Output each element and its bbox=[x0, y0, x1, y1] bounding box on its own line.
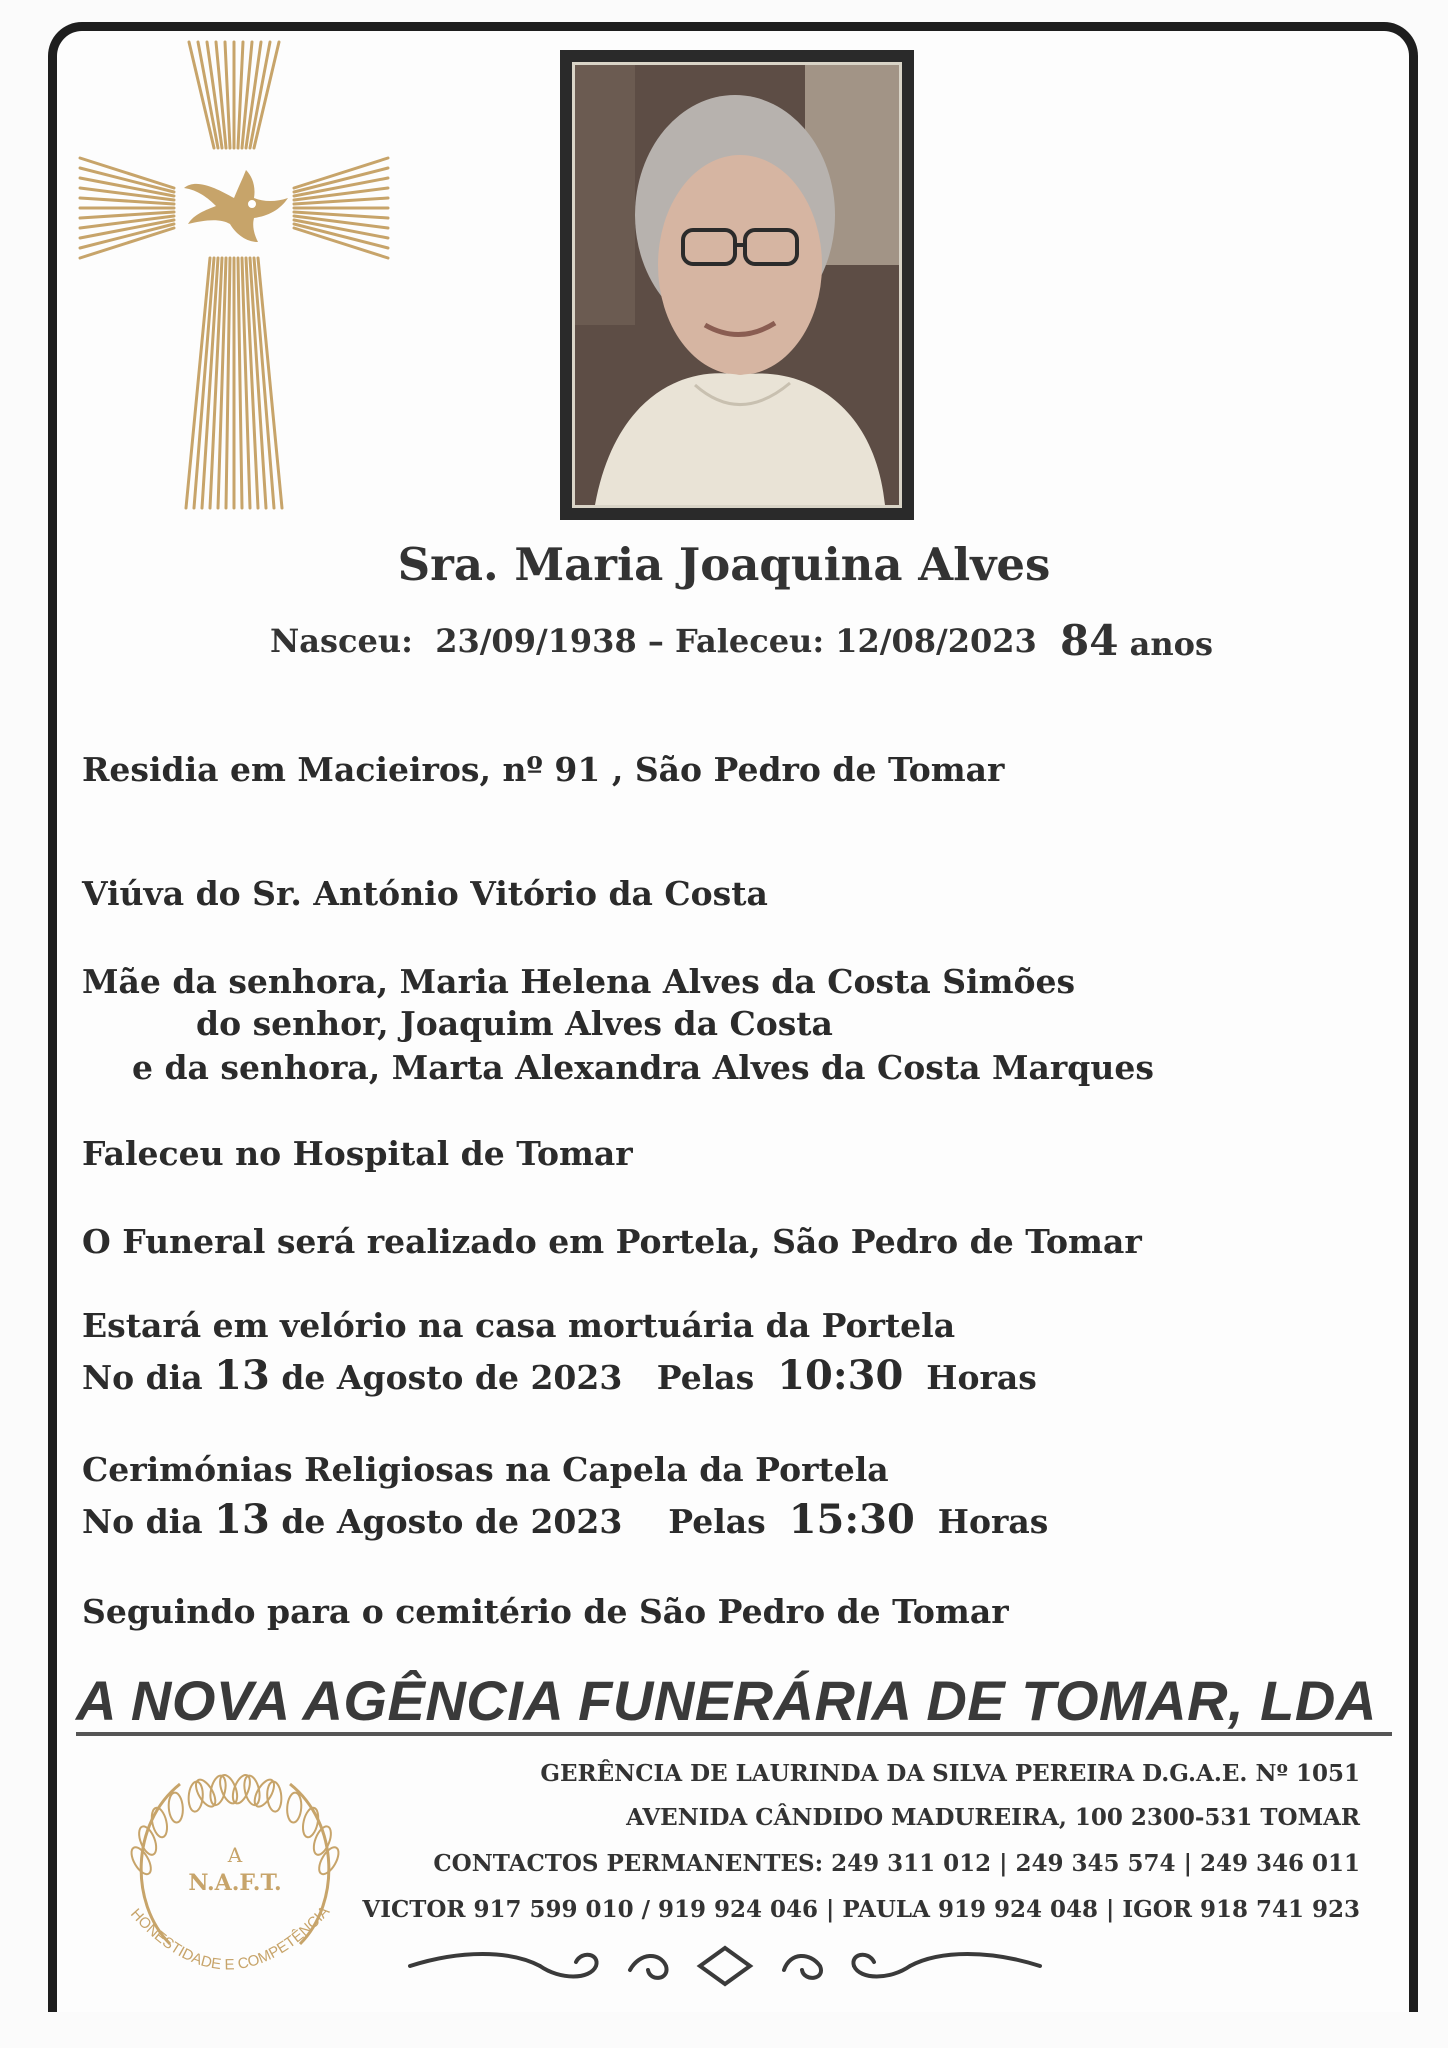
seal-top-letter: A bbox=[227, 1843, 243, 1867]
wake-time: 10:30 bbox=[777, 1352, 904, 1399]
wake-at-label: Pelas bbox=[656, 1358, 755, 1397]
ceremony-month-year: de Agosto de 2023 bbox=[281, 1502, 623, 1541]
naft-seal-logo bbox=[110, 1744, 360, 2004]
portrait-photo bbox=[560, 50, 914, 520]
ceremony-hours-label: Horas bbox=[937, 1502, 1049, 1541]
age-number: 84 bbox=[1060, 616, 1119, 665]
seal-motto: HONESTIDADE E COMPETÊNCIA bbox=[127, 1902, 334, 1974]
agency-management: GERÊNCIA DE LAURINDA DA SILVA PEREIRA D.G.A.E. Nº 1051 bbox=[540, 1760, 1360, 1787]
died-at-text: Faleceu no Hospital de Tomar bbox=[82, 1134, 633, 1173]
cross-with-dove-icon bbox=[76, 38, 392, 518]
age-word: anos bbox=[1129, 625, 1213, 663]
wake-day: 13 bbox=[214, 1352, 270, 1399]
wake-hours-label: Horas bbox=[926, 1358, 1037, 1397]
wake-prefix: No dia bbox=[82, 1358, 203, 1397]
ceremony-time: 15:30 bbox=[788, 1496, 915, 1543]
wake-month-year: de Agosto de 2023 bbox=[281, 1358, 623, 1397]
agency-name: A NOVA AGÊNCIA FUNERÁRIA DE TOMAR, LDA bbox=[76, 1669, 1377, 1732]
seal-initials: N.A.F.T. bbox=[188, 1870, 282, 1896]
ceremony-prefix: No dia bbox=[82, 1502, 203, 1541]
date-separator: – bbox=[647, 622, 664, 660]
agency-staff-phones: VICTOR 917 599 010 / 919 924 046 | PAULA 919 924 048 | IGOR 918 741 923 bbox=[362, 1896, 1360, 1923]
mother-line-1: Mãe da senhora, Maria Helena Alves da Costa Simões bbox=[82, 962, 1076, 1001]
mother-line-3: e da senhora, Marta Alexandra Alves da Costa Marques bbox=[132, 1048, 1154, 1087]
age bbox=[1060, 616, 1213, 665]
deceased-name: Sra. Maria Joaquina Alves bbox=[397, 538, 1051, 591]
mother-line-2: do senhor, Joaquim Alves da Costa bbox=[196, 1004, 833, 1043]
ceremony-schedule bbox=[82, 1496, 1048, 1543]
agency-divider bbox=[76, 1732, 1392, 1736]
ceremony-day: 13 bbox=[214, 1496, 270, 1543]
agency-contacts: CONTACTOS PERMANENTES: 249 311 012 | 249 345 574 | 249 346 011 bbox=[433, 1850, 1360, 1877]
cemetery-text: Seguindo para o cemitério de São Pedro de Tomar bbox=[82, 1592, 1009, 1631]
scroll-ornament-icon bbox=[400, 1940, 1050, 1992]
died-date: 12/08/2023 bbox=[835, 622, 1037, 660]
wake-location-text: Estará em velório na casa mortuária da Portela bbox=[82, 1306, 956, 1345]
ceremony-location-text: Cerimónias Religiosas na Capela da Portela bbox=[82, 1450, 889, 1489]
wake-schedule bbox=[82, 1352, 1037, 1399]
died-label: Faleceu: bbox=[674, 622, 825, 660]
born-date: 23/09/1938 bbox=[435, 622, 637, 660]
residence-text: Residia em Macieiros, nº 91 , São Pedro de Tomar bbox=[82, 750, 1005, 789]
ceremony-at-label: Pelas bbox=[668, 1502, 766, 1541]
born-label: Nasceu: bbox=[270, 622, 413, 660]
widow-text: Viúva do Sr. António Vitório da Costa bbox=[82, 874, 768, 913]
funeral-text: O Funeral será realizado em Portela, São Pedro de Tomar bbox=[82, 1222, 1142, 1261]
life-dates bbox=[270, 616, 1213, 665]
agency-address: AVENIDA CÂNDIDO MADUREIRA, 100 2300-531 TOMAR bbox=[626, 1804, 1360, 1831]
